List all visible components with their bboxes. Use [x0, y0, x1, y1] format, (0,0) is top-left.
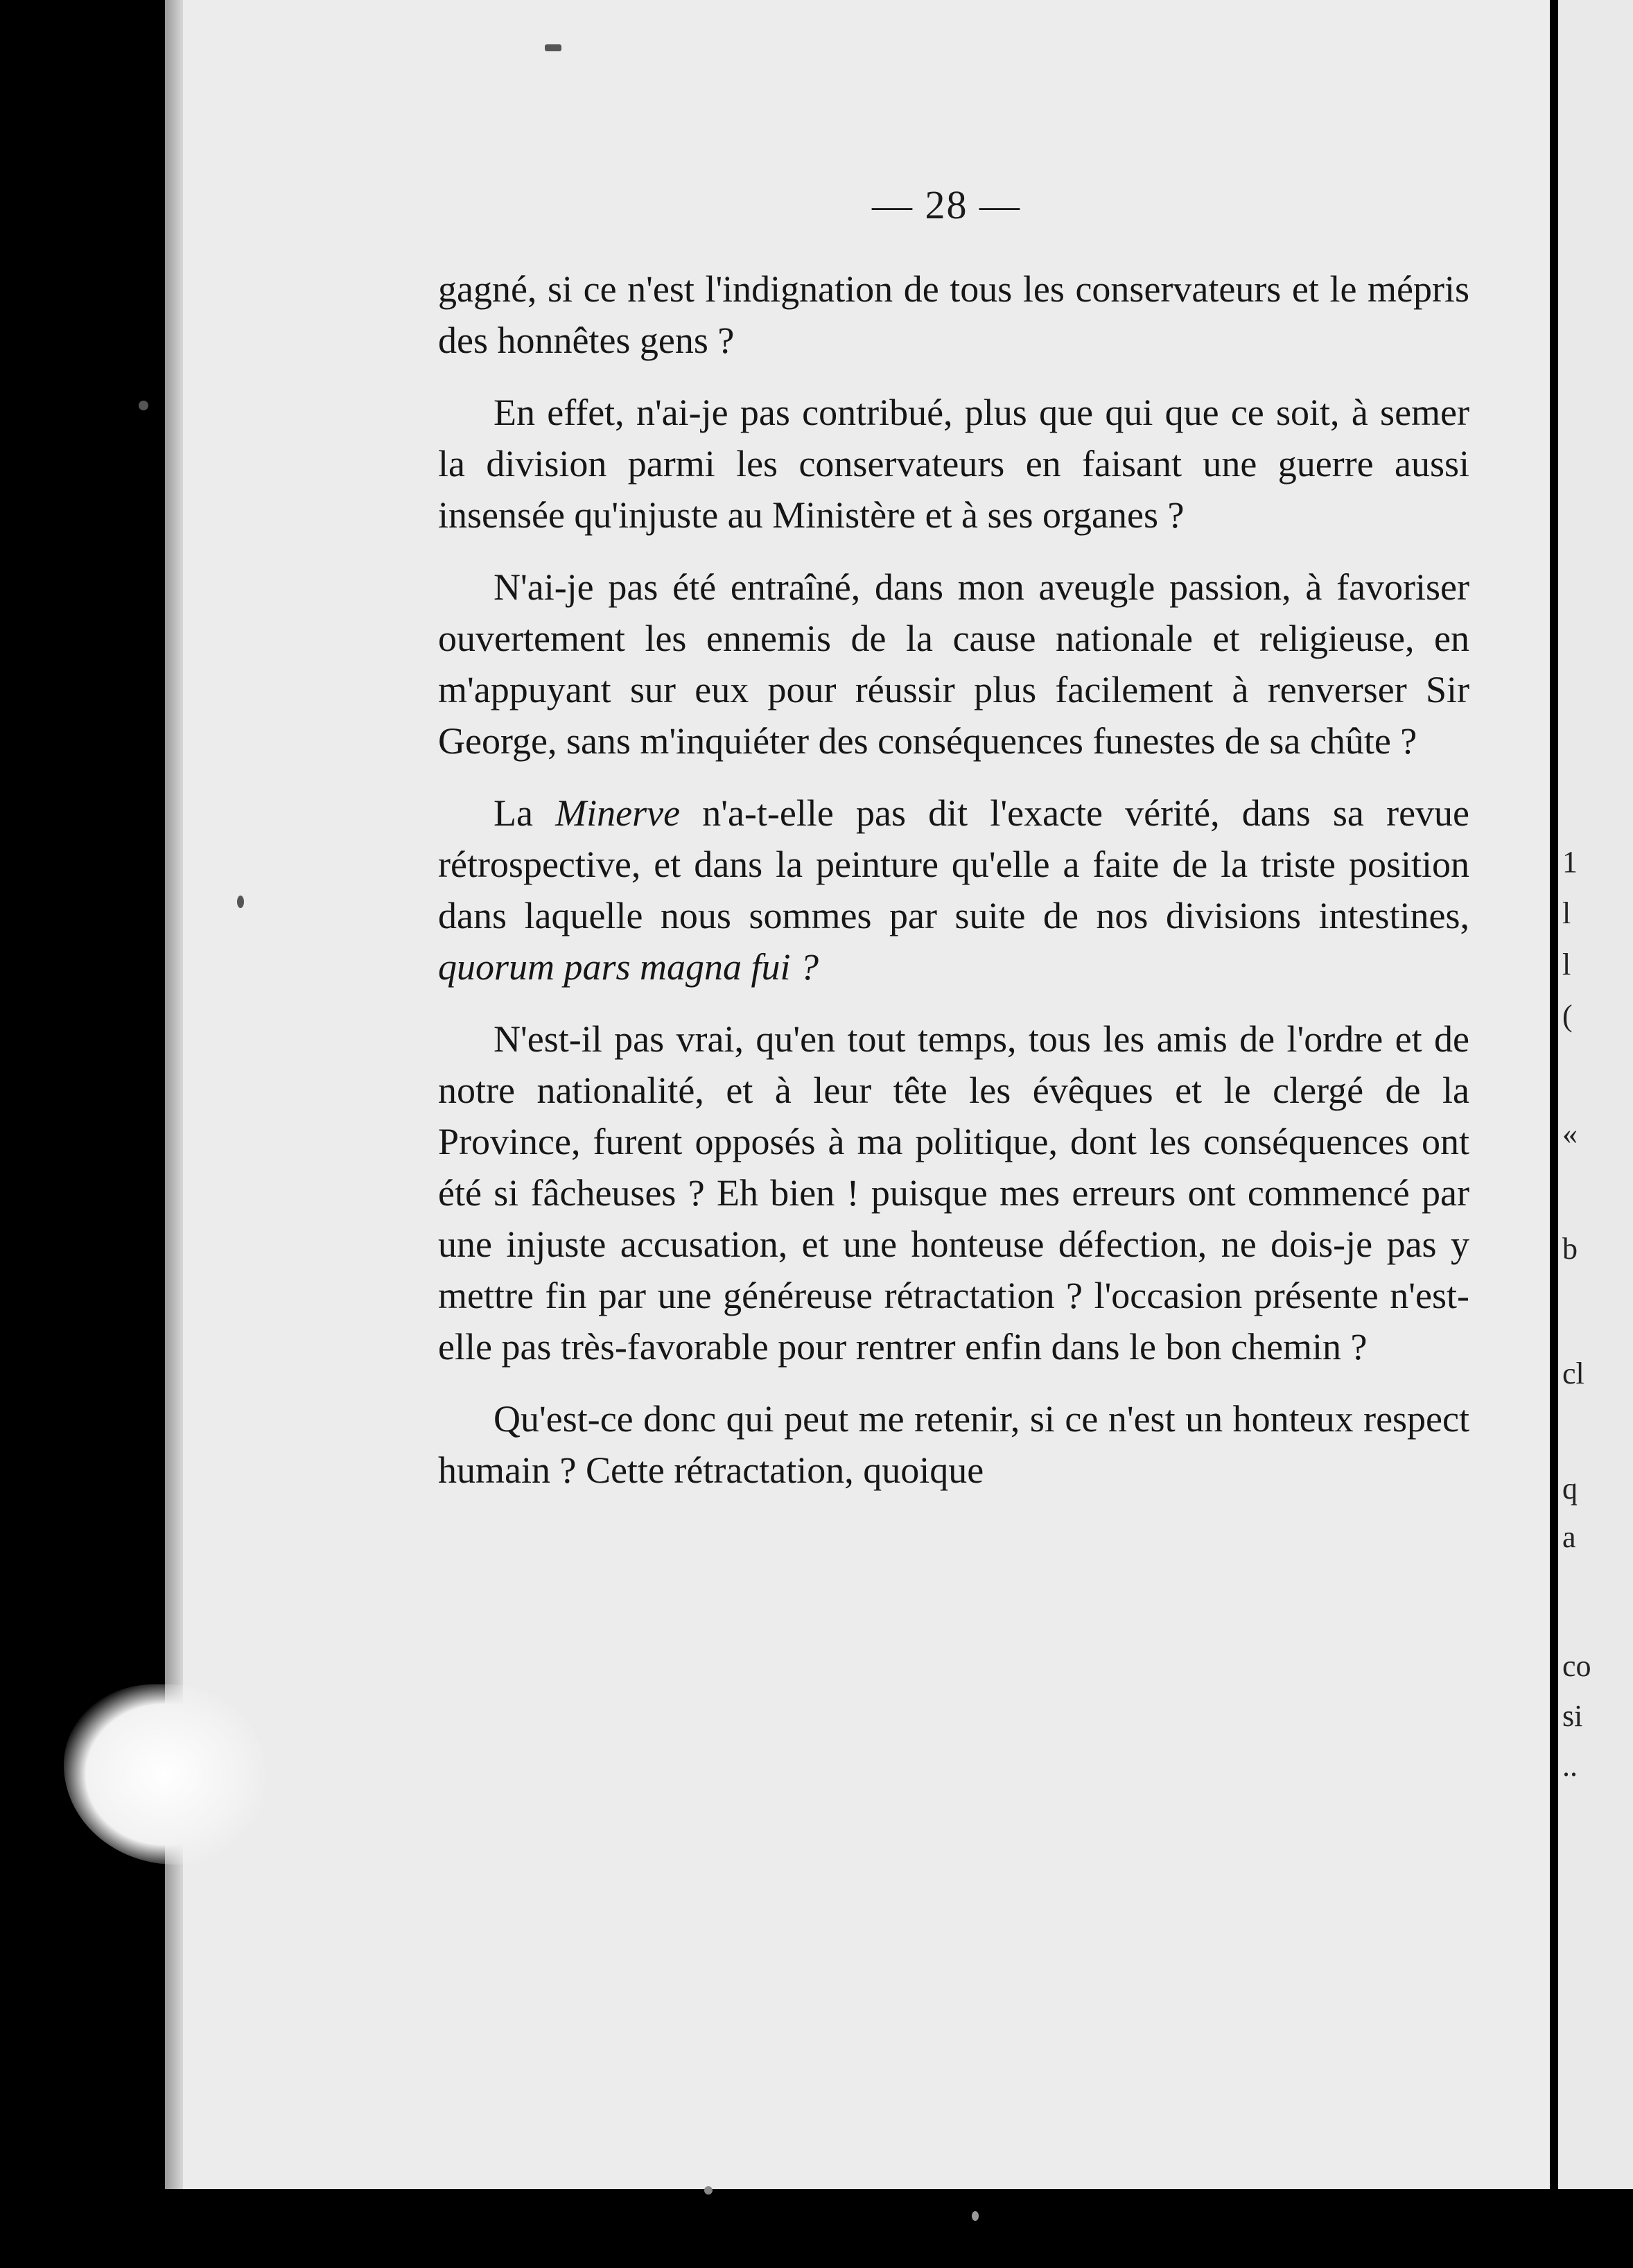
paragraph: gagné, si ce n'est l'indignation de tous les conservateurs et le mépris des honnêtes gens ? [438, 268, 1469, 361]
adjacent-page-fragment: 1 [1562, 845, 1578, 879]
ink-speck [704, 2186, 713, 2195]
paragraph: N'est-il pas vrai, qu'en tout temps, tous les amis de l'ordre et de notre nationalité, et à leur tête les évêques et le clergé de la Province, furent opposés à ma politique, dont les conséquences ont été si fâcheuses ? Eh bien ! puisque mes erreurs ont commencé par une injuste accusation, et une honteuse défection, ne dois-je pas y mettre fin par une généreuse rétractation ? l'occasion présente n'est-elle pas très-favorable pour rentrer enfin dans le bon chemin ? [438, 1018, 1469, 1368]
body-text [438, 263, 1469, 1517]
adjacent-page-edge [1558, 0, 1633, 2190]
ink-speck [545, 44, 561, 51]
adjacent-page-fragment: cl [1562, 1357, 1584, 1390]
adjacent-page-fragment: l [1562, 948, 1571, 982]
paper-stain [64, 1684, 265, 1865]
italic-latin-quote: quorum pars magna fui ? [438, 946, 819, 988]
ink-speck [972, 2211, 979, 2221]
adjacent-page-fragment: « [1562, 1117, 1578, 1151]
italic-title: Minerve [555, 792, 681, 834]
adjacent-page-fragment: l [1562, 896, 1571, 930]
adjacent-page-fragment: co [1562, 1649, 1591, 1683]
paragraph: N'ai-je pas été entraîné, dans mon aveugle passion, à favoriser ouvertement les ennemis de la cause nationale et religieuse, en m'appuyant sur eux pour réussir plus facilement à renverser Sir George, sans m'inquiéter des conséquences funestes de sa chûte ? [438, 566, 1469, 762]
scan-bottom-border [0, 2189, 1633, 2268]
adjacent-page-fragment: b [1562, 1232, 1578, 1266]
ink-speck [237, 896, 244, 908]
paragraph: En effet, n'ai-je pas contribué, plus que qui que ce soit, à semer la division parmi les conservateurs en faisant une guerre aussi insensée qu'injuste au Ministère et à ses organes ? [438, 392, 1469, 536]
paragraph [438, 787, 1469, 993]
adjacent-page-fragment: si [1562, 1699, 1583, 1733]
adjacent-page-fragment: ( [1562, 999, 1573, 1033]
adjacent-page-fragment: a [1562, 1520, 1576, 1554]
paragraph: Qu'est-ce donc qui peut me retenir, si ce n'est un honteux respect humain ? Cette rétractation, quoique [438, 1398, 1469, 1491]
paragraph-text: La [494, 792, 556, 834]
page-divider [1550, 0, 1558, 2190]
ink-speck [139, 401, 148, 410]
page-number: — 28 — [872, 182, 1021, 227]
paragraph-text: n'a-t-elle pas dit l'exacte vérité, dans sa revue rétrospective, et dans la peinture qu'elle a faite de la triste position dans laquelle nous sommes par suite de nos divisions intestines, [438, 792, 1469, 936]
adjacent-page-fragment: q [1562, 1472, 1578, 1506]
adjacent-page-fragment: .. [1562, 1749, 1578, 1783]
